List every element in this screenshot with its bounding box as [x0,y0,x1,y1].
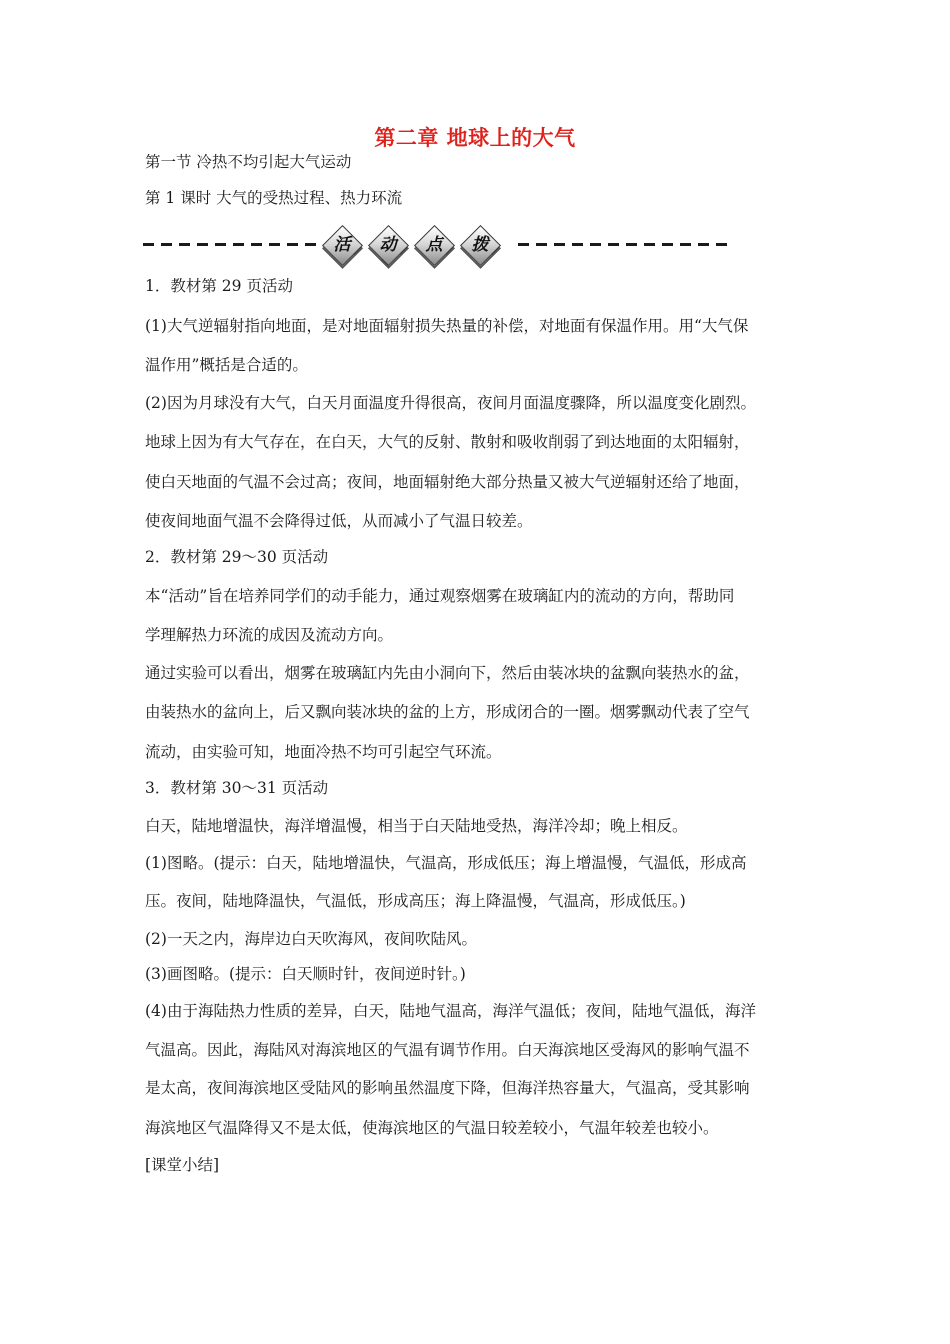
paragraph-line: (1)图略。(提示：白天，陆地增温快，气温高，形成低压；海上增温慢，气温低，形成高 [145,854,747,872]
banner-diamond [461,226,499,264]
paragraph-line: 地球上因为有大气存在，在白天，大气的反射、散射和吸收削弱了到达地面的太阳辐射， [145,433,750,451]
banner-char: 动 [379,235,397,255]
chapter-title: 第二章 地球上的大气 [374,126,576,150]
paragraph-line: 流动，由实验可知，地面冷热不均可引起空气环流。 [145,743,502,761]
item-heading: 2．教材第 29～30 页活动 [145,548,329,566]
banner-left-dashes [143,243,316,246]
banner-right-dashes [518,243,727,246]
paragraph-line: 使夜间地面气温不会降得过低，从而减小了气温日较差。 [145,512,533,530]
item-heading: 1．教材第 29 页活动 [145,277,293,295]
paragraph-line: (1)大气逆辐射指向地面，是对地面辐射损失热量的补偿，对地面有保温作用。用“大气保 [145,317,749,335]
banner-diamond [415,226,453,264]
banner-diamond [323,226,361,264]
paragraph-line: 本“活动”旨在培养同学们的动手能力，通过观察烟雾在玻璃缸内的流动的方向，帮助同 [145,587,735,605]
banner-char: 拨 [471,235,489,255]
paragraph-line: 海滨地区气温降得又不是太低，使海滨地区的气温日较差较小，气温年较差也较小。 [145,1119,719,1137]
banner-char: 点 [425,235,443,255]
paragraph-line: 学理解热力环流的成因及流动方向。 [145,626,394,644]
paragraph-line: 气温高。因此，海陆风对海滨地区的气温有调节作用。白天海滨地区受海风的影响气温不 [145,1041,750,1059]
summary-heading: [课堂小结] [145,1156,220,1174]
paragraph-line: (2)因为月球没有大气，白天月面温度升得很高，夜间月面温度骤降，所以温度变化剧烈。 [145,394,756,412]
paragraph-line: 是太高，夜间海滨地区受陆风的影响虽然温度下降，但海洋热容量大，气温高，受其影响 [145,1079,750,1097]
banner-diamond [369,226,407,264]
activity-banner [143,222,723,268]
lesson-heading: 第 1 课时 大气的受热过程、热力环流 [145,189,403,207]
paragraph-line: (3)画图略。(提示：白天顺时针，夜间逆时针。) [145,965,466,983]
paragraph-line: 温作用”概括是合适的。 [145,356,308,374]
paragraph-line: (2)一天之内，海岸边白天吹海风，夜间吹陆风。 [145,930,477,948]
paragraph-line: (4)由于海陆热力性质的差异，白天，陆地气温高，海洋气温低；夜间，陆地气温低，海洋 [145,1002,756,1020]
paragraph-line: 通过实验可以看出，烟雾在玻璃缸内先由小洞向下，然后由装冰块的盆飘向装热水的盆， [145,664,750,682]
item-heading: 3．教材第 30～31 页活动 [145,779,329,797]
section-heading: 第一节 冷热不均引起大气运动 [145,153,352,171]
paragraph-line: 由装热水的盆向上，后又飘向装冰块的盆的上方，形成闭合的一圈。烟雾飘动代表了空气 [145,703,750,721]
paragraph-line: 使白天地面的气温不会过高；夜间，地面辐射绝大部分热量又被大气逆辐射还给了地面， [145,473,750,491]
banner-char: 活 [333,235,351,255]
banner-diamonds [323,222,513,268]
paragraph-line: 压。夜间，陆地降温快，气温低，形成高压；海上降温慢，气温高，形成低压。) [145,892,686,910]
paragraph-line: 白天，陆地增温快，海洋增温慢，相当于白天陆地受热，海洋冷却；晚上相反。 [145,817,688,835]
